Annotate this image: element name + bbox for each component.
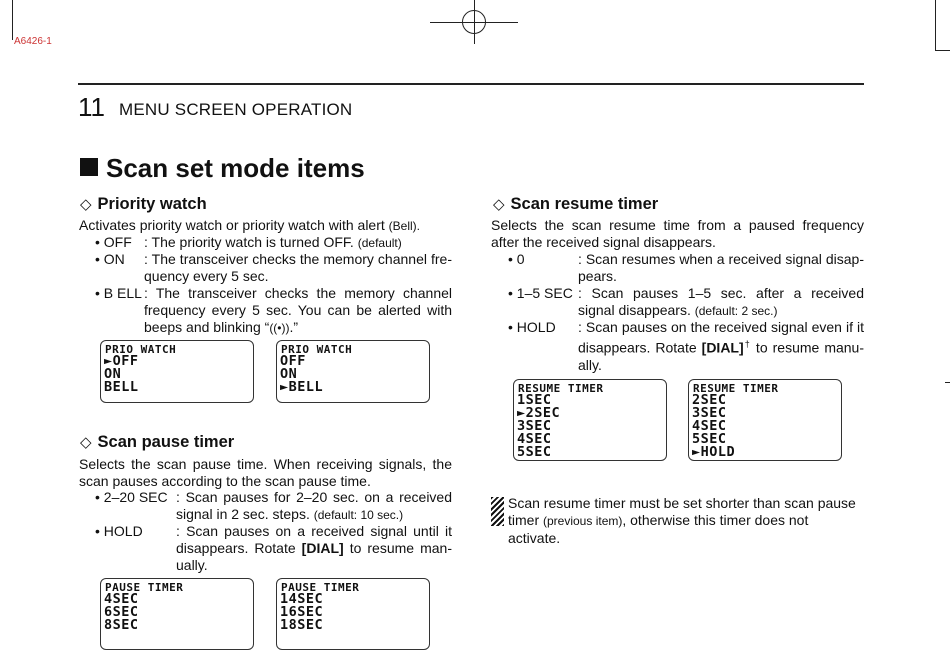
scan-resume-heading: ◇ Scan resume timer (493, 195, 659, 213)
header-rule (78, 83, 864, 85)
section-title (80, 153, 365, 184)
lcd-prio-watch-2: PRIO WATCH OFF ON ►BELL (276, 340, 430, 403)
square-bullet-icon (80, 158, 98, 176)
chapter-number: 11 (78, 92, 105, 122)
scan-resume-intro: Selects the scan resume time from a paused frequency after the received signal disappears. (491, 217, 864, 250)
scan-pause-item-hold: • HOLD : Scan pauses on a received signal until it disappears. Rotate [DIAL] to resume man-ually. (95, 523, 452, 573)
priority-item-off: • OFF : The priority watch is turned OFF. (default) (95, 234, 402, 250)
lcd-resume-timer-1: RESUME TIMER 1SEC ►2SEC 3SEC 4SEC 5SEC (513, 379, 667, 461)
scan-resume-item-range: • 1–5 SEC : Scan pauses 1–5 sec. after a received signal disappears. (default: 2 sec.) (508, 285, 864, 318)
crop-mark-right-h (935, 50, 950, 51)
corner-code: A6426-1 (14, 36, 52, 47)
lcd-pause-timer-2: PAUSE TIMER 14SEC 16SEC 18SEC (276, 578, 430, 650)
chapter-title: MENU SCREEN OPERATION (119, 100, 353, 119)
crop-mark-right (935, 0, 936, 50)
priority-item-bell: • B ELL : The transceiver checks the memory channel frequency every 5 sec. You can be alerted with beeps and blinking “((•)).” (95, 285, 452, 335)
diamond-icon: ◇ (80, 196, 92, 213)
section-title-text: Scan set mode items (106, 153, 365, 183)
scan-resume-item-hold: • HOLD : Scan pauses on the received signal even if it disappears. Rotate [DIAL]† to resume manu-ally. (508, 319, 865, 373)
diamond-icon: ◇ (80, 434, 92, 451)
scan-resume-item-zero: • 0 : Scan resumes when a received signal disap-pears. (508, 251, 864, 284)
lcd-resume-timer-2: RESUME TIMER 2SEC 3SEC 4SEC 5SEC ►HOLD (688, 379, 842, 461)
crop-mark-left (12, 0, 13, 40)
priority-watch-intro: Activates priority watch or priority watch with alert (Bell). (79, 217, 420, 233)
lcd-prio-watch-1: PRIO WATCH ►OFF ON BELL (100, 340, 254, 403)
bell-icon: ((•)) (269, 321, 290, 335)
lcd-pause-timer-1: PAUSE TIMER 4SEC 6SEC 8SEC (100, 578, 254, 650)
scan-pause-intro: Selects the scan pause time. When receiving signals, the scan pauses according to the scan pause time. (79, 456, 452, 489)
scan-resume-note: Scan resume timer must be set shorter than scan pause timer (previous item), otherwise this timer does not activate. (508, 495, 856, 546)
diamond-icon: ◇ (493, 196, 505, 213)
priority-watch-heading: ◇ Priority watch (80, 195, 207, 213)
priority-item-on: • ON : The transceiver checks the memory channel fre-quency every 5 sec. (95, 251, 452, 284)
scan-pause-heading: ◇ Scan pause timer (80, 433, 235, 451)
edge-tick (945, 382, 950, 383)
scan-pause-item-range: • 2–20 SEC : Scan pauses for 2–20 sec. on a received signal in 2 sec. steps. (default: 10 sec.) (95, 489, 452, 522)
note-hatch-icon (491, 497, 504, 526)
registration-circle (462, 10, 486, 34)
